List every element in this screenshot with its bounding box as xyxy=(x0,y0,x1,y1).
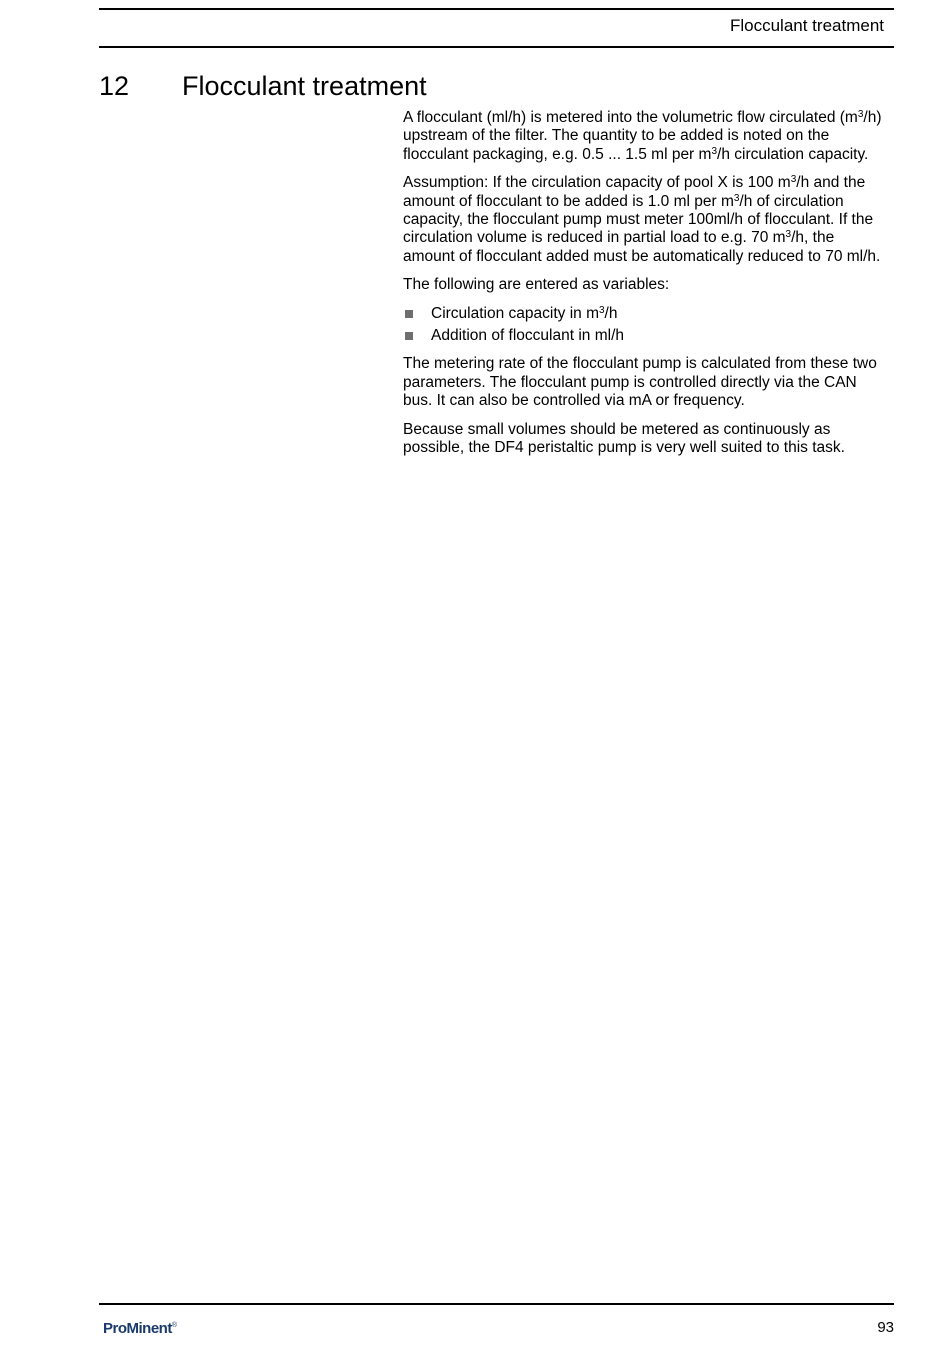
text-span: /h, the amount of flocculant added must be automatically reduced to 70 ml/h. xyxy=(403,229,881,265)
text-span: /h of circulation capacity, the flocculant pump must meter 100ml/h of flocculant. If the circulation volume is reduced in partial load to e.g. 70 m xyxy=(403,192,874,247)
paragraph-intro xyxy=(403,109,888,164)
paragraph-metering-rate: The metering rate of the flocculant pump is calculated from these two parameters. The flocculant pump is controlled directly via the CAN bus. It can also be controlled via mA or frequency. xyxy=(403,355,877,410)
square-bullet-icon xyxy=(405,310,413,318)
header-top-rule xyxy=(99,8,894,10)
chapter-number: 12 xyxy=(99,71,130,101)
superscript: 3 xyxy=(790,174,797,186)
paragraph-df4-pump: Because small volumes should be metered as continuously as possible, the DF4 peristaltic pump is very well suited to this task. xyxy=(403,420,845,457)
square-bullet-icon xyxy=(405,332,413,340)
text-span: Circulation capacity in m xyxy=(431,304,599,322)
running-header: Flocculant treatment xyxy=(729,16,884,35)
text-span: Addition of flocculant in ml/h xyxy=(431,327,624,345)
text-span: /h xyxy=(604,304,618,322)
paragraph-assumption xyxy=(403,174,888,266)
body-text xyxy=(403,109,888,468)
page-number: 93 xyxy=(877,1319,894,1336)
superscript: 3 xyxy=(785,229,792,241)
text-span: /h and the amount of flocculant to be added is 1.0 ml per m xyxy=(403,174,866,210)
prominent-logo xyxy=(103,1320,177,1337)
superscript: 3 xyxy=(857,109,864,120)
chapter-title: Flocculant treatment xyxy=(182,71,427,101)
logo-text: ProMinent xyxy=(103,1320,172,1337)
superscript: 3 xyxy=(733,192,740,204)
text-span: /h) upstream of the filter. The quantity to be added is noted on the flocculant packaging, e.g. 0.5 ... 1.5 ml per m xyxy=(403,109,882,163)
superscript: 3 xyxy=(598,304,605,316)
registered-mark: ® xyxy=(171,1322,177,1329)
text-span: /h circulation capacity. xyxy=(717,145,869,163)
paragraph-variables-intro: The following are entered as variables: xyxy=(403,276,670,294)
list-item xyxy=(403,305,888,323)
text-span: Assumption: If the circulation capacity of pool X is 100 m xyxy=(403,174,791,192)
header-bottom-rule xyxy=(99,46,894,48)
footer-rule xyxy=(99,1303,894,1305)
list-item xyxy=(403,327,888,345)
variables-list xyxy=(403,305,888,346)
superscript: 3 xyxy=(711,145,718,157)
text-span: A flocculant (ml/h) is metered into the volumetric flow circulated (m xyxy=(403,109,858,126)
